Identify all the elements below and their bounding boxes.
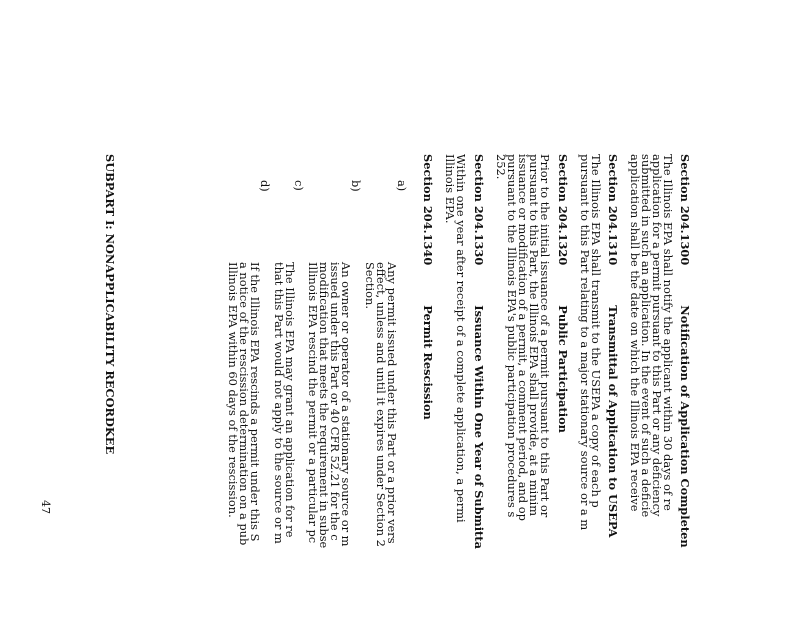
paragraph-line: submitted in such an application. In the event of such a deficie bbox=[639, 154, 653, 518]
section-number: Section 204.1300 bbox=[678, 154, 692, 266]
section-number: Section 204.1330 bbox=[472, 154, 486, 266]
paragraph-line: 252. bbox=[494, 154, 508, 180]
item-label: c) bbox=[292, 180, 306, 191]
section-title: Notification of Application Completen bbox=[678, 305, 692, 548]
page-number: 47 bbox=[39, 500, 52, 514]
paragraph-line: Any permit issued under this Part or a prior vers bbox=[385, 262, 399, 544]
section-heading bbox=[558, 154, 568, 433]
item-label: b) bbox=[349, 180, 363, 192]
paragraph-line: that this Part would not apply to the source or m bbox=[272, 262, 286, 544]
paragraph-line: pursuant to the Illinois EPA's public participation procedures s bbox=[505, 154, 519, 518]
section-heading bbox=[608, 154, 618, 537]
section-number: Section 204.1310 bbox=[606, 154, 620, 266]
section-number: Section 204.1340 bbox=[421, 154, 435, 266]
paragraph-line: Illinois EPA. bbox=[443, 154, 457, 224]
section-heading bbox=[474, 154, 484, 549]
section-heading bbox=[680, 154, 690, 548]
paragraph-line: Illinois EPA within 60 days of the rescission. bbox=[226, 262, 240, 518]
paragraph-line: Section. bbox=[363, 262, 377, 309]
section-heading bbox=[423, 154, 433, 420]
item-label: a) bbox=[395, 180, 409, 192]
subpart-heading: SUBPART I: NONAPPLICABILITY RECORDKEE bbox=[103, 154, 117, 455]
paragraph-line: pursuant to this Part relating to a major stationary source or a m bbox=[578, 154, 592, 531]
paragraph-line: An owner or operator of a stationary source or m bbox=[339, 262, 353, 547]
paragraph-line: issuance or modification of a permit, a comment period, and op bbox=[516, 154, 530, 521]
paragraph-line: application for a permit pursuant to this Part or any deficiency bbox=[650, 154, 664, 517]
section-title: Permit Rescission bbox=[421, 305, 435, 420]
section-title: Transmittal of Application to USEPA bbox=[606, 305, 620, 538]
paragraph-line: Prior to the initial issuance of a permit pursuant to this Part or bbox=[538, 154, 552, 518]
paragraph-line: The Illinois EPA may grant an application for re bbox=[283, 262, 297, 538]
section-number: Section 204.1320 bbox=[556, 154, 570, 266]
item-label: d) bbox=[258, 180, 272, 192]
paragraph-line: The Illinois EPA shall transmit to the USEPA a copy of each p bbox=[589, 154, 603, 508]
paragraph-line: modification that meets the requirement in subse bbox=[317, 262, 331, 549]
paragraph-line: Illinois EPA rescind the permit or a particular pc bbox=[306, 262, 320, 544]
paragraph-line: issued under this Part or 40 CFR 52.21 for the c bbox=[328, 262, 342, 541]
section-title: Public Participation bbox=[556, 305, 570, 433]
paragraph-line: The Illinois EPA shall notify the applicant within 30 days of re bbox=[661, 154, 675, 511]
paragraph-line: effect, unless and until it expires under Section 2 bbox=[374, 262, 388, 547]
paragraph-line: a notice of the rescission determination on a pub bbox=[237, 262, 251, 546]
paragraph-line: application shall be the date on which the Illinois EPA receive bbox=[628, 154, 642, 512]
paragraph-line: If the Illinois EPA rescinds a permit under this S bbox=[248, 262, 262, 542]
paragraph-line: Within one year after receipt of a complete application, a permi bbox=[454, 154, 468, 523]
paragraph-line: pursuant to this Part, the Illinois EPA shall provide, at a minim bbox=[527, 154, 541, 517]
section-title: Issuance Within One Year of Submitta bbox=[472, 305, 486, 549]
